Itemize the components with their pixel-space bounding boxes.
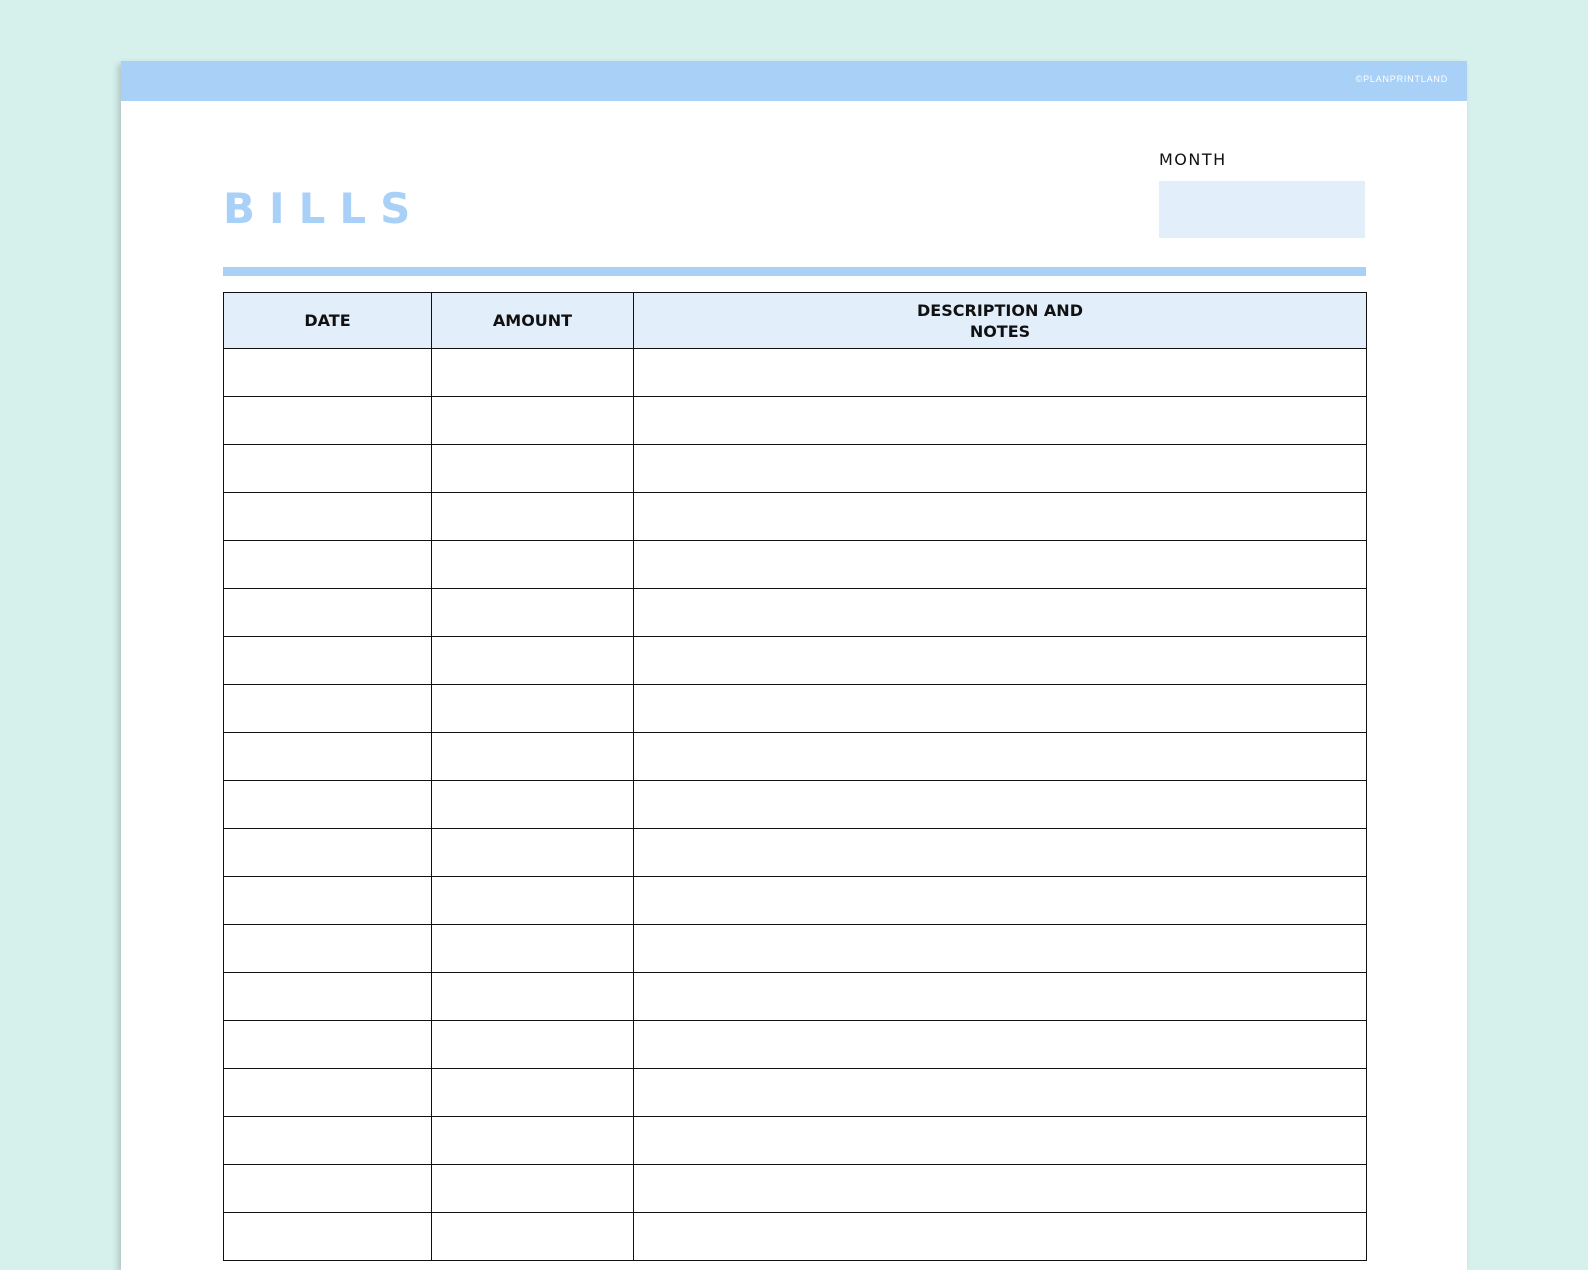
description-cell[interactable] xyxy=(634,781,1367,829)
description-cell[interactable] xyxy=(634,637,1367,685)
amount-cell[interactable] xyxy=(432,1165,634,1213)
date-cell[interactable] xyxy=(224,349,432,397)
month-field[interactable] xyxy=(1159,181,1365,238)
description-cell[interactable] xyxy=(634,733,1367,781)
description-cell[interactable] xyxy=(634,1117,1367,1165)
amount-cell[interactable] xyxy=(432,397,634,445)
description-cell[interactable] xyxy=(634,1069,1367,1117)
amount-cell[interactable] xyxy=(432,1213,634,1261)
description-cell[interactable] xyxy=(634,925,1367,973)
table-row xyxy=(224,1021,1367,1069)
date-cell[interactable] xyxy=(224,1165,432,1213)
table-row xyxy=(224,445,1367,493)
amount-cell[interactable] xyxy=(432,733,634,781)
table-row xyxy=(224,349,1367,397)
date-cell[interactable] xyxy=(224,1213,432,1261)
date-cell[interactable] xyxy=(224,829,432,877)
table-row xyxy=(224,589,1367,637)
copyright-text: ©PLANPRINTLAND xyxy=(1355,74,1448,84)
description-cell[interactable] xyxy=(634,397,1367,445)
table-header-row xyxy=(224,293,1367,349)
table-row xyxy=(224,829,1367,877)
table-row xyxy=(224,1213,1367,1261)
amount-cell[interactable] xyxy=(432,541,634,589)
date-cell[interactable] xyxy=(224,685,432,733)
month-label: MONTH xyxy=(1159,150,1227,169)
date-cell[interactable] xyxy=(224,733,432,781)
table-row xyxy=(224,1117,1367,1165)
description-cell[interactable] xyxy=(634,589,1367,637)
table-row xyxy=(224,397,1367,445)
date-cell[interactable] xyxy=(224,925,432,973)
bills-table xyxy=(223,292,1367,1261)
page-title: BILLS xyxy=(223,184,425,233)
date-cell[interactable] xyxy=(224,445,432,493)
table-row xyxy=(224,733,1367,781)
table-row xyxy=(224,925,1367,973)
date-cell[interactable] xyxy=(224,877,432,925)
column-header-amount: AMOUNT xyxy=(432,293,634,349)
description-cell[interactable] xyxy=(634,349,1367,397)
description-cell[interactable] xyxy=(634,493,1367,541)
amount-cell[interactable] xyxy=(432,589,634,637)
amount-cell[interactable] xyxy=(432,445,634,493)
table-body xyxy=(224,349,1367,1261)
table-row xyxy=(224,685,1367,733)
header-band xyxy=(121,61,1467,101)
amount-cell[interactable] xyxy=(432,493,634,541)
table-row xyxy=(224,781,1367,829)
description-cell[interactable] xyxy=(634,1213,1367,1261)
column-header-description: DESCRIPTION AND NOTES xyxy=(634,293,1367,349)
amount-cell[interactable] xyxy=(432,637,634,685)
amount-cell[interactable] xyxy=(432,973,634,1021)
date-cell[interactable] xyxy=(224,589,432,637)
column-header-date: DATE xyxy=(224,293,432,349)
description-cell[interactable] xyxy=(634,1165,1367,1213)
table-row xyxy=(224,637,1367,685)
table-row xyxy=(224,493,1367,541)
date-cell[interactable] xyxy=(224,541,432,589)
date-cell[interactable] xyxy=(224,1021,432,1069)
description-cell[interactable] xyxy=(634,973,1367,1021)
description-cell[interactable] xyxy=(634,541,1367,589)
bills-page xyxy=(121,61,1467,1270)
table-row xyxy=(224,973,1367,1021)
table-row xyxy=(224,1165,1367,1213)
date-cell[interactable] xyxy=(224,1069,432,1117)
amount-cell[interactable] xyxy=(432,349,634,397)
title-divider xyxy=(223,267,1366,276)
amount-cell[interactable] xyxy=(432,925,634,973)
date-cell[interactable] xyxy=(224,637,432,685)
date-cell[interactable] xyxy=(224,493,432,541)
date-cell[interactable] xyxy=(224,781,432,829)
date-cell[interactable] xyxy=(224,973,432,1021)
amount-cell[interactable] xyxy=(432,781,634,829)
amount-cell[interactable] xyxy=(432,877,634,925)
amount-cell[interactable] xyxy=(432,829,634,877)
description-cell[interactable] xyxy=(634,877,1367,925)
amount-cell[interactable] xyxy=(432,1117,634,1165)
description-cell[interactable] xyxy=(634,829,1367,877)
description-cell[interactable] xyxy=(634,445,1367,493)
amount-cell[interactable] xyxy=(432,1069,634,1117)
table-row xyxy=(224,1069,1367,1117)
table-row xyxy=(224,877,1367,925)
table-row xyxy=(224,541,1367,589)
description-cell[interactable] xyxy=(634,1021,1367,1069)
description-cell[interactable] xyxy=(634,685,1367,733)
date-cell[interactable] xyxy=(224,1117,432,1165)
amount-cell[interactable] xyxy=(432,1021,634,1069)
amount-cell[interactable] xyxy=(432,685,634,733)
date-cell[interactable] xyxy=(224,397,432,445)
